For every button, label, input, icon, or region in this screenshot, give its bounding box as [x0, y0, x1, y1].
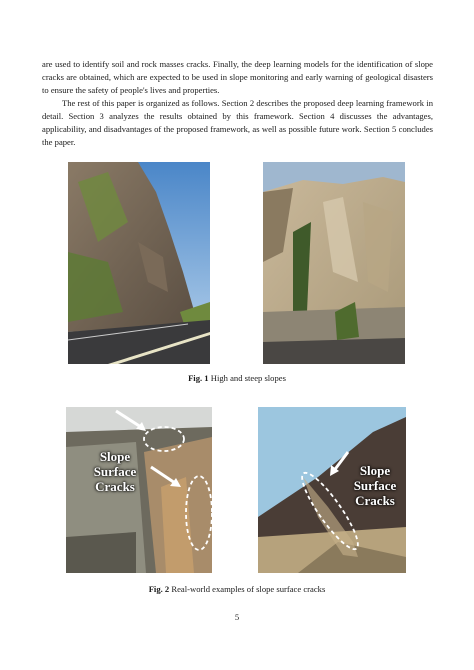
fig2-left-overlay-label [72, 449, 158, 494]
body-paragraph-1: are used to identify soil and rock masses cracks. Finally, the deep learning models for the identification of slope cracks are obtained, which are expected to be used in slope monitoring and early warning of geological disasters to ensure the safety of people's lives and properties. [42, 59, 433, 95]
fig2-right-label-line1: Slope [359, 463, 391, 478]
fig1-photo-rock-face [263, 162, 405, 364]
fig2-right-label-line3: Cracks [355, 493, 395, 508]
page-number: 5 [234, 612, 240, 622]
fig1-caption [0, 373, 474, 383]
fig2-photo-right [258, 407, 406, 573]
fig2-left-label-line1: Slope [99, 449, 131, 464]
fig1-photo-cliff-road [68, 162, 210, 364]
fig1-caption-text: High and steep slopes [210, 373, 286, 383]
fig2-caption-text: Real-world examples of slope surface cracks [171, 584, 326, 594]
fig2-right-overlay-label [342, 463, 406, 508]
fig2-caption [0, 584, 474, 594]
fig2-left-label-line2: Surface [93, 464, 137, 479]
fig2-right-label-line2: Surface [353, 478, 397, 493]
fig2-left-label-line3: Cracks [95, 479, 135, 494]
fig2-photo-left [66, 407, 212, 573]
fig2-label: Fig. 2 [148, 584, 170, 594]
fig1-label: Fig. 1 [188, 373, 209, 383]
body-paragraph-2: The rest of this paper is organized as follows. Section 2 describes the proposed deep learning framework in detail. Section 3 analyzes the results obtained by this framework. Section 4 discusses the advantages, applicability, and disadvantages of the proposed framework, as well as possible future work. Section 5 concludes the paper. [42, 98, 433, 147]
